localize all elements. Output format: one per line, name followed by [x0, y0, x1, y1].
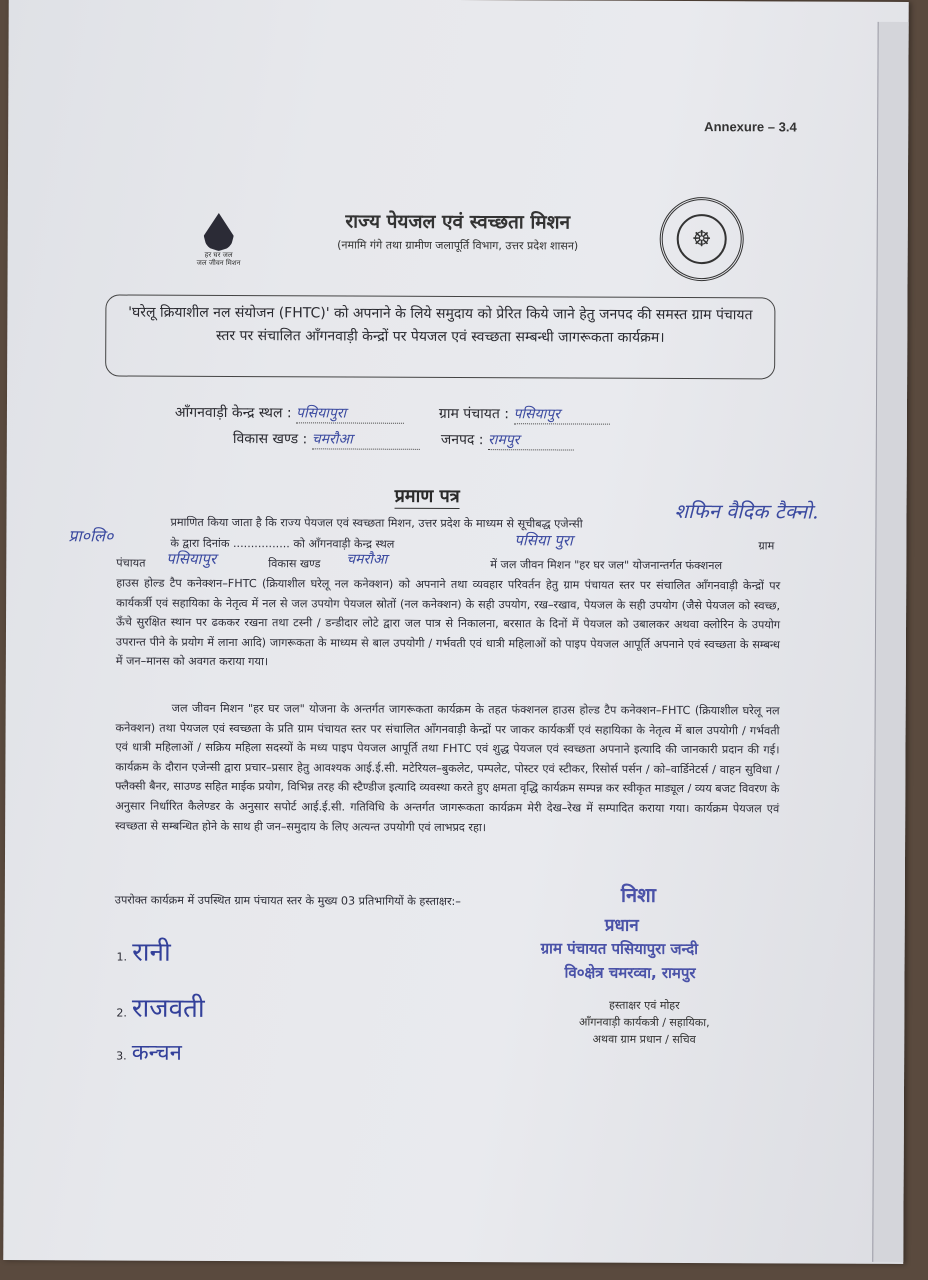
participant-signature: कन्चन — [131, 1040, 182, 1066]
district-value: रामपुर — [488, 430, 574, 450]
gp-label: ग्राम पंचायत : — [438, 405, 510, 423]
stamp-line1: प्रधान — [604, 915, 639, 936]
body-panchayat: पंचायत — [116, 556, 146, 570]
logo-line2: जल जीवन मिशन — [196, 258, 241, 268]
body-block: विकास खण्ड — [268, 557, 321, 571]
centre-field — [175, 403, 404, 424]
up-government-seal — [660, 197, 744, 281]
body-line3-end: में जल जीवन मिशन "हर घर जल" योजनान्तर्गत फंक्शनल — [490, 558, 723, 573]
centre-label: आँगनवाड़ी केन्द्र स्थल : — [174, 404, 292, 422]
body-paragraph1: हाउस होल्ड टैप कनेक्शन–FHTC (क्रियाशील घरेलू नल कनेक्शन) को अपनाने तथा व्यवहार परिवर्तन हेतु ग्राम पंचायत स्तर पर संचालित आँगनवाड़ी केन्द्रों पर कार्यकर्त्री एवं सहायिका के नेतृत्व में नल से जल उपयोग पेयजल स्रोतों (नल कनेक्शन) के सही उपयोग, रख–रखाव, पेयजल के सही उपयोग (जैसे पेयजल को स्वच्छ, ऊँचे सुरक्षित स्थान पर ढककर रखना तथा टस्नी / डन्डीदार लोटे द्वारा जल पात्र से निकालना, बरसात के दिनों में पेयजल को उबालकर अथवा क्लोरिन के उपयोग उपरान्त पीने के प्रयोग में लाना आदि) जागरूकता के माध्यम से बाल उपयोगी / गर्भवती एवं धात्री महिलाओं को पाइप पेयजल आपूर्ति अपनाने एवं स्वच्छता के सम्बन्ध में जन–मानस को अवगत कराया गया। — [115, 576, 781, 669]
jal-jeevan-logo — [183, 213, 253, 289]
block-handwritten: चमरौआ — [346, 551, 388, 568]
logo-line1: हर घर जल — [204, 250, 233, 260]
org-header — [268, 207, 648, 254]
prefix-handwritten: प्रा०लि० — [68, 526, 114, 546]
body-line1: प्रमाणित किया जाता है कि राज्य पेयजल एवं स्वच्छता मिशन, उत्तर प्रदेश के माध्यम से सूचीबद्ध एजेन्सी — [170, 515, 583, 531]
caption-line3: अथवा ग्राम प्रधान / सचिव — [592, 1032, 696, 1047]
participant-2 — [116, 989, 286, 1026]
participant-3 — [116, 1037, 266, 1068]
participant-no: 3. — [116, 1049, 127, 1063]
body-line2-end: ग्राम — [758, 539, 775, 553]
block-field — [233, 429, 420, 450]
district-label: जनपद : — [440, 431, 484, 449]
participant-no: 1. — [116, 950, 128, 964]
gp-field — [439, 404, 610, 425]
block-value: चमरौआ — [312, 429, 420, 449]
document-sheet — [3, 0, 908, 1264]
centre-value: पसियापुरा — [296, 403, 404, 423]
gp-value: पसियापुर — [513, 404, 609, 424]
stamp-line2: ग्राम पंचायत पसियापुरा जन्दी — [540, 939, 699, 959]
district-field — [441, 430, 574, 451]
stamp-line3: वि०क्षेत्र चमरव्वा, रामपुर — [564, 963, 696, 983]
body-line2: के द्वारा दिनांक ................ को आँगनवाड़ी केन्द्र स्थल — [170, 536, 395, 551]
caption-line1: हस्ताक्षर एवं मोहर — [609, 998, 680, 1012]
signature-caption — [544, 996, 744, 1048]
annexure-label: Annexure – 3.4 — [704, 119, 797, 135]
participants-intro: उपरोक्त कार्यक्रम में उपस्थित ग्राम पंचायत स्तर के मुख्य 03 प्रतिभागियों के हस्ताक्षर:– — [114, 893, 461, 909]
certificate-title: प्रमाण पत्र — [394, 485, 460, 508]
caption-line2: आँगनवाड़ी कार्यकत्री / सहायिका, — [578, 1015, 710, 1030]
block-label: विकास खण्ड : — [232, 431, 308, 448]
participant-signature: रानी — [132, 937, 171, 968]
agency-handwritten: शफिन वैदिक टैक्नो. — [674, 498, 819, 524]
participant-signature: राजवती — [131, 993, 205, 1024]
participant-1 — [117, 933, 267, 970]
water-drop-icon — [204, 213, 234, 251]
gp-handwritten: पसियापुर — [166, 549, 217, 568]
centre-handwritten: पसिया पुरा — [514, 531, 573, 550]
org-name: राज्य पेयजल एवं स्वच्छता मिशन — [345, 210, 571, 234]
emblem-icon: ☸ — [677, 214, 727, 264]
org-subtitle: (नमामि गंगे तथा ग्रामीण जलापूर्ति विभाग, उत्तर प्रदेश शासन) — [337, 238, 579, 253]
participant-no: 2. — [116, 1006, 127, 1020]
underlying-page-edge — [872, 22, 908, 1262]
programme-title-box: 'घरेलू क्रियाशील नल संयोजन (FHTC)' को अपनाने के लिये समुदाय को प्रेरित किये जाने हेतु जनपद की समस्त ग्राम पंचायत स्तर पर संचालित आँगनवाड़ी केन्द्रों पर पेयजल एवं स्वच्छता सम्बन्धी जागरूकता कार्यक्रम। — [105, 294, 775, 379]
pradhan-initials: निशा — [620, 882, 656, 907]
body-paragraph2: जल जीवन मिशन "हर घर जल" योजना के अन्तर्गत जागरूकता कार्यक्रम के तहत फंक्शनल हाउस होल्ड टैप कनेक्शन–FHTC (क्रियाशील घरेलू नल कनेक्शन) तथा पेयजल एवं स्वच्छता के प्रति ग्राम पंचायत स्तर पर संचालित आँगनवाड़ी केन्द्रों पर जाकर कार्यकर्त्री एवं सहायिका के नेतृत्व में बाल उपयोगी / गर्भवती एवं धात्री महिलाओं / सक्रिय महिला सदस्यों के मध्य पाइप पेयजल आपूर्ति तथा FHTC एवं शुद्ध पेयजल एवं स्वच्छता अपनाने इत्यादि की जानकारी प्रदान की गई। कार्यक्रम के दौरान एजेन्सी द्वारा प्रचार–प्रसार हेतु आवश्यक आई.ई.सी. मटेरियल–बुकलेट, पम्पलेट, पोस्टर एवं स्टीकर, रिसोर्स पर्सन / को–वार्डिनेटर्स / वाहन सुविधा / फ्लैक्सी बैनर, साउण्ड सहित माईक प्रयोग, विभिन्न तरह की स्टैण्डीज इत्यादि व्यवस्था करते हुए क्षमता वृद्धि कार्यक्रम सम्पन्न कर स्वीकृत माड्यूल / व्यय बजट विवरण के अनुसार निर्धारित कैलेण्डर के अनुसार सपोर्ट आई.ई.सी. गतिविधि के अन्तर्गत जागरूकता कार्यक्रम मेरी देख–रेख में सम्पादित कराया गया। कार्यक्रम पेयजल एवं स्वच्छता से सम्बन्धित होने के साथ ही जन–समुदाय के लिए अत्यन्त उपयोगी एवं लाभप्रद रहा। — [115, 701, 780, 834]
